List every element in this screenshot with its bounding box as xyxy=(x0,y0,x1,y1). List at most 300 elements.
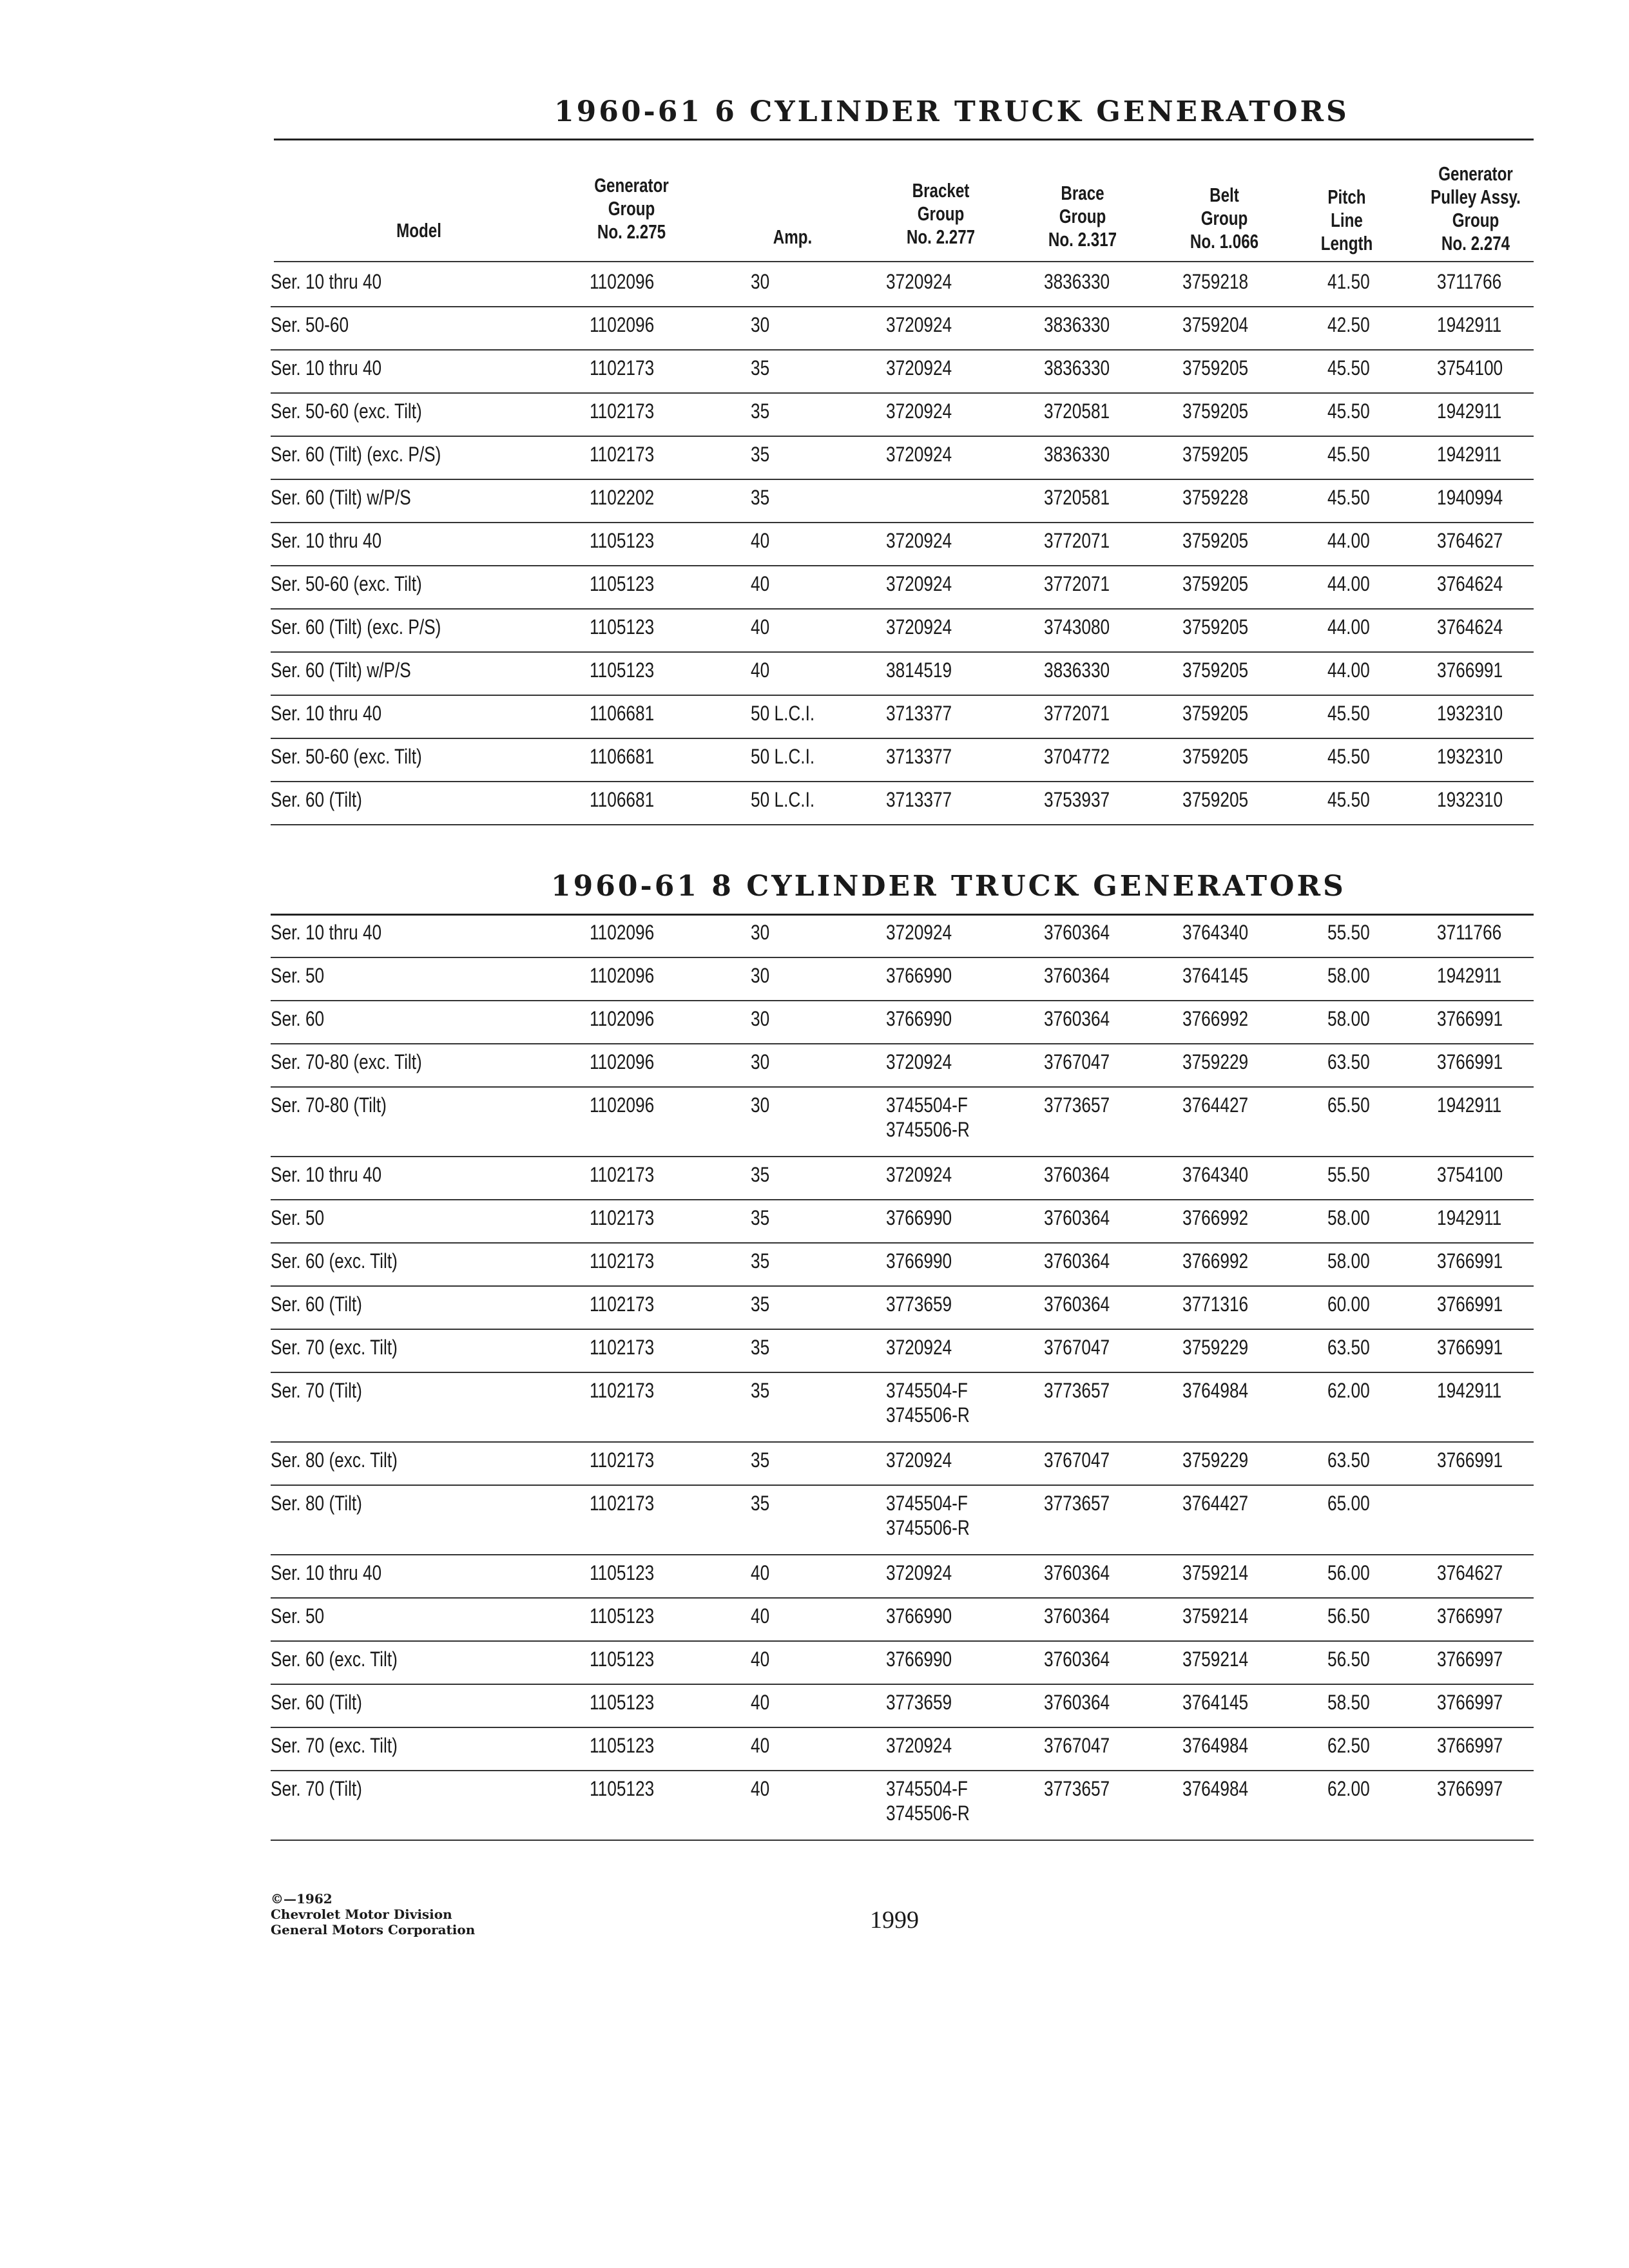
row-rule xyxy=(271,1329,1534,1330)
col-header-model: Model xyxy=(396,219,441,242)
pitch-cell: 44.00 xyxy=(1327,658,1370,682)
bracket-cell: 3720924 xyxy=(886,1050,952,1073)
bracket-cell: 3720924 xyxy=(886,270,952,293)
pitch-cell: 44.00 xyxy=(1327,529,1370,552)
bracket-cell: 3720924 xyxy=(886,313,952,336)
amp-cell: 30 xyxy=(751,270,770,293)
belt-cell: 3759205 xyxy=(1182,615,1249,639)
generator-cell: 1102096 xyxy=(590,964,655,987)
brace-cell: 3767047 xyxy=(1044,1336,1110,1359)
model-cell: Ser. 80 (Tilt) xyxy=(271,1492,362,1515)
model-cell: Ser. 10 thru 40 xyxy=(271,921,382,944)
pitch-cell: 45.50 xyxy=(1327,443,1370,466)
bracket-cell: 3720924 xyxy=(886,921,952,944)
model-cell: Ser. 60 (Tilt) w/P/S xyxy=(271,658,411,682)
belt-cell: 3759214 xyxy=(1182,1561,1249,1584)
amp-cell: 35 xyxy=(751,1293,770,1316)
generator-cell: 1102096 xyxy=(590,1050,655,1073)
brace-cell: 3836330 xyxy=(1044,443,1110,466)
pulley-cell: 1942911 xyxy=(1437,964,1502,987)
amp-cell: 35 xyxy=(751,1379,770,1402)
brace-cell: 3772071 xyxy=(1044,572,1110,595)
belt-cell: 3759205 xyxy=(1182,658,1249,682)
model-cell: Ser. 10 thru 40 xyxy=(271,529,382,552)
pitch-cell: 62.00 xyxy=(1327,1379,1370,1402)
amp-cell: 30 xyxy=(751,1007,770,1030)
model-cell: Ser. 50 xyxy=(271,1206,325,1229)
model-cell: Ser. 10 thru 40 xyxy=(271,270,382,293)
generator-cell: 1102096 xyxy=(590,1007,655,1030)
col-header-pulley: Generator Pulley Assy. Group No. 2.274 xyxy=(1431,162,1521,255)
brace-cell: 3760364 xyxy=(1044,1206,1110,1229)
model-cell: Ser. 60 (exc. Tilt) xyxy=(271,1249,398,1273)
brace-cell: 3753937 xyxy=(1044,788,1110,811)
brace-cell: 3760364 xyxy=(1044,1604,1110,1628)
generator-cell: 1105123 xyxy=(590,1561,655,1584)
pulley-cell: 3766991 xyxy=(1437,1007,1503,1030)
brace-cell: 3743080 xyxy=(1044,615,1110,639)
col-header-amp: Amp. xyxy=(773,226,813,248)
pitch-cell: 42.50 xyxy=(1327,313,1370,336)
belt-cell: 3759205 xyxy=(1182,745,1249,768)
row-rule xyxy=(271,1727,1534,1728)
belt-cell: 3759228 xyxy=(1182,486,1249,509)
pulley-cell: 3754100 xyxy=(1437,1163,1503,1186)
pulley-cell: 3766997 xyxy=(1437,1691,1503,1714)
amp-cell: 50 L.C.I. xyxy=(751,702,815,725)
col-header-belt: Belt Group No. 1.066 xyxy=(1190,184,1259,253)
brace-cell: 3767047 xyxy=(1044,1734,1110,1757)
belt-cell: 3764145 xyxy=(1182,964,1249,987)
generator-cell: 1102173 xyxy=(590,1336,655,1359)
brace-cell: 3767047 xyxy=(1044,1448,1110,1472)
row-rule xyxy=(271,1043,1534,1044)
brace-cell: 3836330 xyxy=(1044,313,1110,336)
generator-cell: 1102202 xyxy=(590,486,655,509)
pulley-cell: 3766991 xyxy=(1437,1293,1503,1316)
pitch-cell: 63.50 xyxy=(1327,1336,1370,1359)
generator-cell: 1102096 xyxy=(590,313,655,336)
pulley-cell: 3766991 xyxy=(1437,1249,1503,1273)
model-cell: Ser. 70 (exc. Tilt) xyxy=(271,1336,398,1359)
row-rule xyxy=(271,522,1534,523)
bracket-cell: 3745504-F 3745506-R xyxy=(886,1379,970,1427)
amp-cell: 35 xyxy=(751,1206,770,1229)
generator-cell: 1102173 xyxy=(590,1249,655,1273)
pitch-cell: 58.00 xyxy=(1327,1206,1370,1229)
row-rule xyxy=(271,608,1534,610)
pitch-cell: 56.00 xyxy=(1327,1561,1370,1584)
row-rule xyxy=(271,1285,1534,1287)
model-cell: Ser. 10 thru 40 xyxy=(271,356,382,380)
generator-cell: 1102173 xyxy=(590,1379,655,1402)
pitch-cell: 56.50 xyxy=(1327,1648,1370,1671)
row-rule xyxy=(271,1597,1534,1599)
amp-cell: 35 xyxy=(751,1249,770,1273)
pulley-cell: 1942911 xyxy=(1437,1093,1502,1117)
pitch-cell: 63.50 xyxy=(1327,1448,1370,1472)
bracket-cell: 3720924 xyxy=(886,399,952,423)
pulley-cell: 3764627 xyxy=(1437,529,1503,552)
generator-cell: 1102096 xyxy=(590,1093,655,1117)
model-cell: Ser. 10 thru 40 xyxy=(271,702,382,725)
amp-cell: 35 xyxy=(751,1492,770,1515)
row-rule xyxy=(271,1242,1534,1244)
amp-cell: 50 L.C.I. xyxy=(751,788,815,811)
generator-cell: 1105123 xyxy=(590,1648,655,1671)
pitch-cell: 44.00 xyxy=(1327,615,1370,639)
row-rule xyxy=(271,738,1534,739)
brace-cell: 3760364 xyxy=(1044,1163,1110,1186)
amp-cell: 50 L.C.I. xyxy=(751,745,815,768)
row-rule xyxy=(271,1640,1534,1642)
belt-cell: 3759205 xyxy=(1182,443,1249,466)
model-cell: Ser. 50 xyxy=(271,964,325,987)
row-rule xyxy=(271,781,1534,782)
model-cell: Ser. 60 (Tilt) xyxy=(271,1293,362,1316)
belt-cell: 3764984 xyxy=(1182,1379,1249,1402)
bracket-cell: 3713377 xyxy=(886,745,952,768)
pitch-cell: 58.00 xyxy=(1327,1007,1370,1030)
bracket-cell: 3720924 xyxy=(886,572,952,595)
row-rule xyxy=(271,349,1534,351)
brace-cell: 3720581 xyxy=(1044,399,1110,423)
brace-cell: 3772071 xyxy=(1044,529,1110,552)
amp-cell: 35 xyxy=(751,356,770,380)
bracket-cell: 3720924 xyxy=(886,615,952,639)
belt-cell: 3764984 xyxy=(1182,1734,1249,1757)
generator-cell: 1102096 xyxy=(590,921,655,944)
pulley-cell: 3711766 xyxy=(1437,921,1502,944)
row-rule xyxy=(271,1770,1534,1771)
belt-cell: 3759205 xyxy=(1182,702,1249,725)
bracket-cell: 3720924 xyxy=(886,443,952,466)
pitch-cell: 45.50 xyxy=(1327,486,1370,509)
pulley-cell: 3764624 xyxy=(1437,615,1503,639)
bracket-cell: 3773659 xyxy=(886,1691,952,1714)
pitch-cell: 62.00 xyxy=(1327,1777,1370,1800)
model-cell: Ser. 70-80 (exc. Tilt) xyxy=(271,1050,422,1073)
belt-cell: 3759229 xyxy=(1182,1050,1249,1073)
belt-cell: 3759205 xyxy=(1182,399,1249,423)
title-6-cylinder: 1960-61 6 CYLINDER TRUCK GENERATORS xyxy=(554,95,1349,128)
generator-cell: 1102173 xyxy=(590,1492,655,1515)
amp-cell: 35 xyxy=(751,443,770,466)
generator-cell: 1102173 xyxy=(590,443,655,466)
generator-cell: 1105123 xyxy=(590,1604,655,1628)
header-bottom-rule xyxy=(274,261,1534,262)
pulley-cell: 1942911 xyxy=(1437,1379,1502,1402)
row-rule xyxy=(271,1441,1534,1443)
generator-cell: 1102173 xyxy=(590,399,655,423)
belt-cell: 3759218 xyxy=(1182,270,1249,293)
col-header-pitch: Pitch Line Length xyxy=(1320,186,1373,255)
brace-cell: 3760364 xyxy=(1044,1691,1110,1714)
belt-cell: 3759229 xyxy=(1182,1448,1249,1472)
belt-cell: 3759205 xyxy=(1182,572,1249,595)
row-rule xyxy=(271,1372,1534,1373)
pulley-cell: 1942911 xyxy=(1437,1206,1502,1229)
amp-cell: 35 xyxy=(751,1448,770,1472)
pitch-cell: 58.00 xyxy=(1327,1249,1370,1273)
generator-cell: 1106681 xyxy=(590,788,655,811)
row-rule xyxy=(271,1156,1534,1157)
brace-cell: 3760364 xyxy=(1044,1249,1110,1273)
belt-cell: 3764145 xyxy=(1182,1691,1249,1714)
brace-cell: 3773657 xyxy=(1044,1093,1110,1117)
pulley-cell: 3766997 xyxy=(1437,1777,1503,1800)
pulley-cell: 3766991 xyxy=(1437,1050,1503,1073)
row-rule xyxy=(271,1554,1534,1555)
bracket-cell: 3814519 xyxy=(886,658,952,682)
bracket-cell: 3766990 xyxy=(886,1007,952,1030)
generator-cell: 1105123 xyxy=(590,615,655,639)
belt-cell: 3764427 xyxy=(1182,1492,1249,1515)
pulley-cell: 3766997 xyxy=(1437,1648,1503,1671)
brace-cell: 3836330 xyxy=(1044,270,1110,293)
amp-cell: 30 xyxy=(751,921,770,944)
model-cell: Ser. 10 thru 40 xyxy=(271,1561,382,1584)
belt-cell: 3759204 xyxy=(1182,313,1249,336)
model-cell: Ser. 50-60 (exc. Tilt) xyxy=(271,745,422,768)
generator-cell: 1106681 xyxy=(590,745,655,768)
model-cell: Ser. 70 (Tilt) xyxy=(271,1379,362,1402)
bracket-cell: 3713377 xyxy=(886,788,952,811)
table-row xyxy=(271,1491,1534,1561)
model-cell: Ser. 50-60 xyxy=(271,313,349,336)
brace-cell: 3773657 xyxy=(1044,1379,1110,1402)
amp-cell: 30 xyxy=(751,313,770,336)
amp-cell: 40 xyxy=(751,1691,770,1714)
amp-cell: 40 xyxy=(751,615,770,639)
amp-cell: 40 xyxy=(751,1648,770,1671)
pulley-cell: 3766991 xyxy=(1437,1448,1503,1472)
belt-cell: 3764427 xyxy=(1182,1093,1249,1117)
title-8-cylinder: 1960-61 8 CYLINDER TRUCK GENERATORS xyxy=(551,870,1346,903)
bracket-cell: 3766990 xyxy=(886,964,952,987)
bracket-cell: 3766990 xyxy=(886,1604,952,1628)
model-cell: Ser. 50 xyxy=(271,1604,325,1628)
pulley-cell: 1932310 xyxy=(1437,788,1503,811)
row-rule xyxy=(271,1485,1534,1486)
belt-cell: 3766992 xyxy=(1182,1249,1249,1273)
model-cell: Ser. 60 (Tilt) (exc. P/S) xyxy=(271,443,441,466)
row-rule xyxy=(271,1684,1534,1685)
model-cell: Ser. 70 (Tilt) xyxy=(271,1777,362,1800)
amp-cell: 35 xyxy=(751,486,770,509)
belt-cell: 3759205 xyxy=(1182,529,1249,552)
pitch-cell: 65.00 xyxy=(1327,1492,1370,1515)
col-header-generator: Generator Group No. 2.275 xyxy=(594,174,669,243)
row-rule xyxy=(271,824,1534,825)
amp-cell: 40 xyxy=(751,1604,770,1628)
belt-cell: 3764340 xyxy=(1182,921,1249,944)
pitch-cell: 45.50 xyxy=(1327,788,1370,811)
generator-cell: 1102173 xyxy=(590,1163,655,1186)
brace-cell: 3760364 xyxy=(1044,1293,1110,1316)
brace-cell: 3760364 xyxy=(1044,1561,1110,1584)
table-8-top-rule xyxy=(271,914,1534,916)
row-rule xyxy=(271,1000,1534,1001)
pitch-cell: 45.50 xyxy=(1327,745,1370,768)
row-rule xyxy=(271,565,1534,566)
generator-cell: 1102173 xyxy=(590,1448,655,1472)
bracket-cell: 3720924 xyxy=(886,1336,952,1359)
model-cell: Ser. 50-60 (exc. Tilt) xyxy=(271,399,422,423)
pitch-cell: 45.50 xyxy=(1327,702,1370,725)
col-header-bracket: Bracket Group No. 2.277 xyxy=(906,179,976,248)
amp-cell: 40 xyxy=(751,1561,770,1584)
pulley-cell: 3766991 xyxy=(1437,1336,1503,1359)
pulley-cell: 1942911 xyxy=(1437,313,1502,336)
bracket-cell: 3745504-F 3745506-R xyxy=(886,1093,970,1141)
brace-cell: 3773657 xyxy=(1044,1492,1110,1515)
copyright-footer: ©—1962 Chevrolet Motor Division General Motors Corporation xyxy=(271,1891,476,1937)
bracket-cell: 3766990 xyxy=(886,1249,952,1273)
amp-cell: 40 xyxy=(751,529,770,552)
model-cell: Ser. 60 (Tilt) xyxy=(271,788,362,811)
pitch-cell: 55.50 xyxy=(1327,1163,1370,1186)
bracket-cell: 3745504-F 3745506-R xyxy=(886,1777,970,1825)
pulley-cell: 1940994 xyxy=(1437,486,1503,509)
belt-cell: 3759214 xyxy=(1182,1604,1249,1628)
pitch-cell: 62.50 xyxy=(1327,1734,1370,1757)
pulley-cell: 3766997 xyxy=(1437,1734,1503,1757)
pitch-cell: 60.00 xyxy=(1327,1293,1370,1316)
belt-cell: 3771316 xyxy=(1182,1293,1249,1316)
belt-cell: 3759205 xyxy=(1182,356,1249,380)
belt-cell: 3766992 xyxy=(1182,1206,1249,1229)
pitch-cell: 41.50 xyxy=(1327,270,1370,293)
model-cell: Ser. 10 thru 40 xyxy=(271,1163,382,1186)
pitch-cell: 45.50 xyxy=(1327,356,1370,380)
belt-cell: 3759205 xyxy=(1182,788,1249,811)
row-rule xyxy=(271,1840,1534,1841)
model-cell: Ser. 80 (exc. Tilt) xyxy=(271,1448,398,1472)
brace-cell: 3836330 xyxy=(1044,658,1110,682)
bracket-cell: 3773659 xyxy=(886,1293,952,1316)
header-top-rule xyxy=(274,139,1534,140)
model-cell: Ser. 60 (exc. Tilt) xyxy=(271,1648,398,1671)
generator-cell: 1106681 xyxy=(590,702,655,725)
belt-cell: 3764340 xyxy=(1182,1163,1249,1186)
generator-cell: 1105123 xyxy=(590,1777,655,1800)
pitch-cell: 58.00 xyxy=(1327,964,1370,987)
belt-cell: 3766992 xyxy=(1182,1007,1249,1030)
row-rule xyxy=(271,392,1534,394)
col-header-brace: Brace Group No. 2.317 xyxy=(1048,182,1117,251)
model-cell: Ser. 60 (Tilt) w/P/S xyxy=(271,486,411,509)
amp-cell: 30 xyxy=(751,964,770,987)
belt-cell: 3764984 xyxy=(1182,1777,1249,1800)
row-rule xyxy=(271,436,1534,437)
bracket-cell: 3720924 xyxy=(886,1448,952,1472)
row-rule xyxy=(271,651,1534,653)
model-cell: Ser. 70-80 (Tilt) xyxy=(271,1093,387,1117)
amp-cell: 40 xyxy=(751,1734,770,1757)
generator-cell: 1105123 xyxy=(590,1691,655,1714)
pitch-cell: 65.50 xyxy=(1327,1093,1370,1117)
pulley-cell: 1942911 xyxy=(1437,399,1502,423)
bracket-cell: 3720924 xyxy=(886,529,952,552)
pitch-cell: 45.50 xyxy=(1327,399,1370,423)
amp-cell: 35 xyxy=(751,399,770,423)
row-rule xyxy=(271,1199,1534,1200)
bracket-cell: 3713377 xyxy=(886,702,952,725)
amp-cell: 30 xyxy=(751,1050,770,1073)
pulley-cell: 3764627 xyxy=(1437,1561,1503,1584)
row-rule xyxy=(271,957,1534,958)
model-cell: Ser. 60 (Tilt) (exc. P/S) xyxy=(271,615,441,639)
model-cell: Ser. 50-60 (exc. Tilt) xyxy=(271,572,422,595)
bracket-cell: 3720924 xyxy=(886,1561,952,1584)
table-row xyxy=(271,1776,1534,1846)
page-number: 1999 xyxy=(870,1907,919,1934)
brace-cell: 3704772 xyxy=(1044,745,1110,768)
belt-cell: 3759214 xyxy=(1182,1648,1249,1671)
pulley-cell: 3711766 xyxy=(1437,270,1502,293)
generator-cell: 1102173 xyxy=(590,1293,655,1316)
pitch-cell: 56.50 xyxy=(1327,1604,1370,1628)
bracket-cell: 3745504-F 3745506-R xyxy=(886,1492,970,1539)
bracket-cell: 3720924 xyxy=(886,1734,952,1757)
amp-cell: 35 xyxy=(751,1163,770,1186)
amp-cell: 35 xyxy=(751,1336,770,1359)
model-cell: Ser. 60 (Tilt) xyxy=(271,1691,362,1714)
brace-cell: 3760364 xyxy=(1044,1007,1110,1030)
brace-cell: 3836330 xyxy=(1044,356,1110,380)
brace-cell: 3720581 xyxy=(1044,486,1110,509)
pitch-cell: 58.50 xyxy=(1327,1691,1370,1714)
bracket-cell: 3720924 xyxy=(886,356,952,380)
pulley-cell: 3766997 xyxy=(1437,1604,1503,1628)
pulley-cell: 1942911 xyxy=(1437,443,1502,466)
pulley-cell: 3764624 xyxy=(1437,572,1503,595)
brace-cell: 3760364 xyxy=(1044,964,1110,987)
amp-cell: 40 xyxy=(751,658,770,682)
bracket-cell: 3766990 xyxy=(886,1206,952,1229)
pulley-cell: 3754100 xyxy=(1437,356,1503,380)
amp-cell: 40 xyxy=(751,572,770,595)
generator-cell: 1102096 xyxy=(590,270,655,293)
row-rule xyxy=(271,479,1534,480)
row-rule xyxy=(271,695,1534,696)
generator-cell: 1102173 xyxy=(590,1206,655,1229)
row-rule xyxy=(271,306,1534,307)
table-row xyxy=(271,1378,1534,1448)
row-rule xyxy=(271,1086,1534,1088)
brace-cell: 3760364 xyxy=(1044,1648,1110,1671)
brace-cell: 3767047 xyxy=(1044,1050,1110,1073)
bracket-cell: 3720924 xyxy=(886,1163,952,1186)
belt-cell: 3759229 xyxy=(1182,1336,1249,1359)
amp-cell: 30 xyxy=(751,1093,770,1117)
generator-cell: 1105123 xyxy=(590,529,655,552)
table-row xyxy=(271,1093,1534,1162)
model-cell: Ser. 60 xyxy=(271,1007,325,1030)
bracket-cell: 3766990 xyxy=(886,1648,952,1671)
brace-cell: 3760364 xyxy=(1044,921,1110,944)
pitch-cell: 44.00 xyxy=(1327,572,1370,595)
pitch-cell: 55.50 xyxy=(1327,921,1370,944)
pulley-cell: 1932310 xyxy=(1437,702,1503,725)
generator-cell: 1105123 xyxy=(590,572,655,595)
generator-cell: 1102173 xyxy=(590,356,655,380)
brace-cell: 3773657 xyxy=(1044,1777,1110,1800)
pitch-cell: 63.50 xyxy=(1327,1050,1370,1073)
brace-cell: 3772071 xyxy=(1044,702,1110,725)
pulley-cell: 3766991 xyxy=(1437,658,1503,682)
